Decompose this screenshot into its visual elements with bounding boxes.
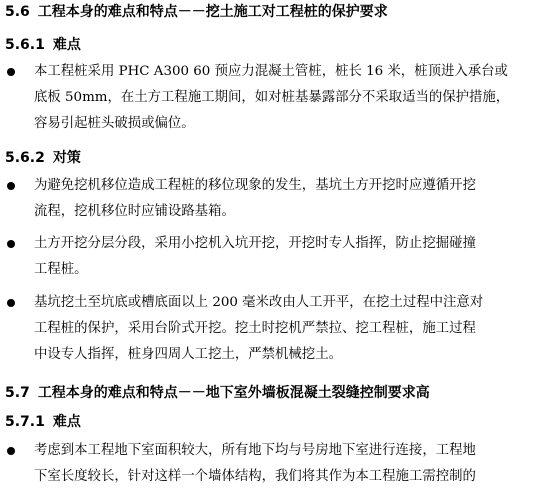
paragraph-line: 中设专人指挥，桩身四周人工挖土，严禁机械挖土。 — [34, 347, 342, 362]
bullet-icon — [5, 297, 17, 309]
subsection-title: 难点 — [52, 414, 81, 430]
subsection-title: 难点 — [52, 37, 81, 53]
paragraph-line: 土方开挖分层分段，采用小挖机入坑开挖，开挖时专人指挥，防止挖掘碰撞 — [34, 236, 476, 251]
paragraph-line: 为避免挖机移位造成工程桩的移位现象的发生，基坑土方开挖时应遵循开挖 — [34, 178, 476, 193]
bullet-icon — [5, 445, 17, 457]
paragraph-line: 工程桩的保护，采用台阶式开挖。挖土时挖机严禁拉、挖工程桩，施工过程 — [34, 321, 476, 336]
section-number: 5.6 — [5, 4, 30, 20]
subsection-heading-5-6-2 — [5, 149, 81, 167]
subsection-heading-5-6-1 — [5, 36, 81, 54]
subsection-number: 5.6.2 — [5, 150, 45, 166]
subsection-number: 5.7.1 — [5, 414, 45, 430]
section-number: 5.7 — [5, 385, 30, 401]
bullet-paragraph-3 — [34, 231, 539, 283]
bullet-paragraph-5 — [34, 438, 539, 490]
bullet-icon — [5, 180, 17, 192]
paragraph-line: 流程，挖机移位时应铺设路基箱。 — [34, 204, 235, 219]
bullet-paragraph-1 — [34, 59, 539, 137]
paragraph-line: 底板 50mm，在土方工程施工期间，如对桩基暴露部分不采取适当的保护措施， — [34, 90, 510, 105]
subsection-heading-5-7-1 — [5, 413, 81, 431]
paragraph-line: 考虑到本工程地下室面积较大，所有地下均与号房地下室进行连接，工程地 — [34, 443, 476, 458]
paragraph-line: 工程桩。 — [34, 262, 88, 277]
bullet-paragraph-2 — [34, 173, 539, 225]
paragraph-line: 下室长度较长，针对这样一个墙体结构，我们将其作为本工程施工需控制的 — [34, 469, 476, 484]
bullet-icon — [5, 66, 17, 78]
subsection-title: 对策 — [52, 150, 81, 166]
subsection-number: 5.6.1 — [5, 37, 45, 53]
section-heading-5-6 — [5, 3, 388, 21]
paragraph-line: 容易引起桩头破损或偏位。 — [34, 116, 195, 131]
section-title: 工程本身的难点和特点－－挖土施工对工程桩的保护要求 — [37, 4, 388, 20]
paragraph-line: 本工程桩采用 PHC A300 60 预应力混凝土管桩，桩长 16 米，桩顶进入承台或 — [34, 64, 508, 79]
bullet-icon — [5, 238, 17, 250]
section-title: 工程本身的难点和特点－－地下室外墙板混凝土裂缝控制要求高 — [37, 385, 430, 401]
paragraph-line: 基坑挖土至坑底或槽底面以上 200 毫米改由人工开平，在挖土过程中注意对 — [34, 295, 484, 310]
section-heading-5-7 — [5, 384, 430, 402]
bullet-paragraph-4 — [34, 290, 539, 368]
